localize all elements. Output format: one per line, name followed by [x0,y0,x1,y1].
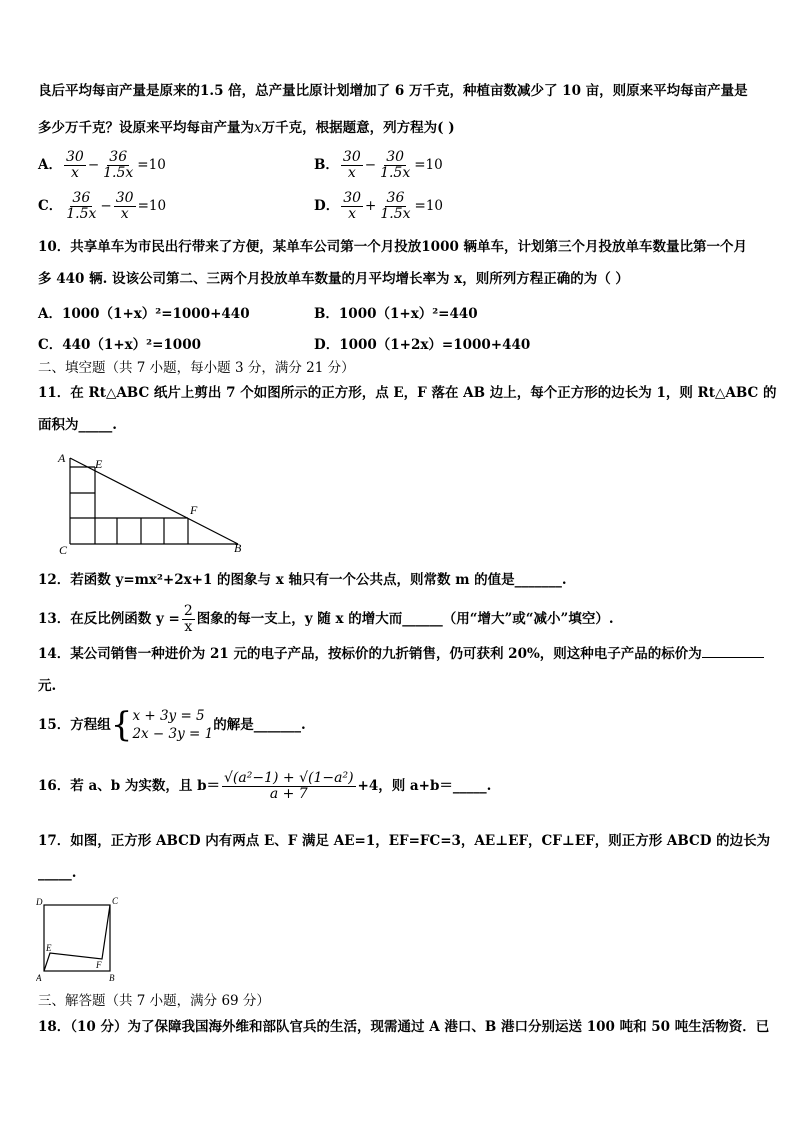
q11-label-e: E [95,457,103,471]
q11-label-b: B [234,541,242,555]
q11-label-a: A [58,451,66,465]
q12-line: 12．若函数 y=mx²+2x+1 的图象与 x 轴只有一个公共点，则常数 m 的值是_______. [38,572,567,588]
q17-label-f: F [96,960,102,970]
q9-line1: 良后平均每亩产量是原来的1.5 倍，总产量比原计划增加了 6 万千克，种植亩数减少了 10 亩，则原来平均每亩产量是 [38,83,748,99]
section-3-heading: 三、解答题（共 7 小题，满分 69 分） [38,993,270,1009]
q10-option-b: B．1000（1+x）²=440 [314,306,478,322]
q17-square-figure [36,895,126,983]
q9-option-a: A． $\frac{30}{x}$ − $\frac{36}{1.5x}$ =10 [38,149,166,181]
q11-line1: 11．在 Rt△ABC 纸片上剪出 7 个如图所示的正方形，点 E，F 落在 AB 边上，每个正方形的边长为 1，则 Rt△ABC 的 [38,385,777,401]
q9-line2: 多少万千克？设原来平均每亩产量为x万千克，根据题意，列方程为( ) [38,120,455,136]
q16-line: 16．若 a、b 为实数，且 b＝ $\frac{\text{√(a²−1) + √(1−a²)}}{a + 7}$ +4，则 a+b＝_____. [38,770,492,802]
section-2-heading: 二、填空题（共 7 小题，每小题 3 分，满分 21 分） [38,360,355,376]
q10-option-a: A．1000（1+x）²=1000+440 [38,306,250,322]
q17-label-a: A [36,973,42,983]
q14-line1: 14．某公司销售一种进价为 21 元的电子产品，按标价的九折销售，仍可获利 20%，则这种电子产品的标价为 [38,645,764,663]
q9-option-c: C． $\frac{36}{1.5x}$ − $\frac{30}{x}$ =10 [38,190,167,222]
q10-line2: 多 440 辆. 设该公司第二、三两个月投放单车数量的月平均增长率为 x，则所列方程正确的为（ ） [38,271,629,287]
q13-line: 13．在反比例函数 y = $\frac{2}{x}$ 图象的每一支上，y 随 x 的增大而______（用“增大”或“减小”填空）. [38,603,614,635]
q17-line2: _____. [38,865,77,881]
q11-label-f: F [190,503,198,517]
q9-option-b: B． $\frac{30}{x}$ − $\frac{30}{1.5x}$ =10 [314,149,443,181]
q10-line1: 10．共享单车为市民出行带来了方便，某单车公司第一个月投放1000 辆单车，计划第三个月投放单车数量比第一个月 [38,239,748,255]
q17-label-b: B [109,973,115,983]
q10-option-d: D．1000（1+2x）=1000+440 [314,337,531,353]
q17-line1: 17．如图，正方形 ABCD 内有两点 E、F 满足 AE=1，EF=FC=3，AE⊥EF，CF⊥EF，则正方形 ABCD 的边长为 [38,833,771,849]
q10-option-c: C．440（1+x）²=1000 [38,337,201,353]
q11-triangle-figure [54,450,254,556]
q15-line: 15．方程组{ x + 3y = 5 2x − 3y = 1 的解是_______. [38,705,306,745]
q17-label-e: E [46,943,52,953]
q9-option-d: D． $\frac{30}{x}$ + $\frac{36}{1.5x}$ =10 [314,190,444,222]
q11-line2: 面积为_____. [38,417,117,433]
q11-label-c: C [59,543,68,556]
q14-line2: 元. [38,678,57,694]
q17-label-d: D [36,897,43,907]
q18-line: 18．（10 分）为了保障我国海外维和部队官兵的生活，现需通过 A 港口、B 港口分别运送 100 吨和 50 吨生活物资．已 [38,1019,770,1035]
q17-label-c: C [112,896,119,906]
